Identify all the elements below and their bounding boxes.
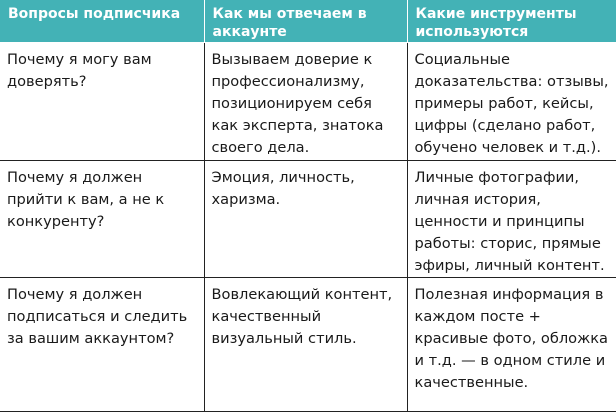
table-row bbox=[0, 42, 616, 160]
cell-answer: Вызываем доверие к профессионализму, позиционируем себя как эксперта, знатока своего дела. bbox=[204, 42, 407, 160]
table-row bbox=[0, 277, 616, 411]
cell-tools: Личные фотографии, личная история, ценности и принципы работы: сторис, прямые эфиры, личный контент. bbox=[407, 160, 616, 277]
cell-tools: Полезная информация в каждом посте + красивые фото, обложка и т.д. — в одном стиле и качественные. bbox=[407, 277, 616, 411]
header-questions: Вопросы подписчика bbox=[0, 0, 204, 42]
header-row bbox=[0, 0, 616, 42]
header-answers: Как мы отвечаем в аккаунте bbox=[204, 0, 407, 42]
table-header bbox=[0, 0, 616, 42]
cell-answer: Эмоция, личность, харизма. bbox=[204, 160, 407, 277]
cell-question: Почему я должен подписаться и следить за вашим аккаунтом? bbox=[0, 277, 204, 411]
cell-question: Почему я могу вам доверять? bbox=[0, 42, 204, 160]
table-row bbox=[0, 160, 616, 277]
table-body bbox=[0, 42, 616, 411]
cell-answer: Вовлекающий контент, качественный визуальный стиль. bbox=[204, 277, 407, 411]
cell-question: Почему я должен прийти к вам, а не к конкуренту? bbox=[0, 160, 204, 277]
cell-tools: Социальные доказательства: отзывы, примеры работ, кейсы, цифры (сделано работ, обучено человек и т.д.). bbox=[407, 42, 616, 160]
header-tools: Какие инструменты используются bbox=[407, 0, 616, 42]
